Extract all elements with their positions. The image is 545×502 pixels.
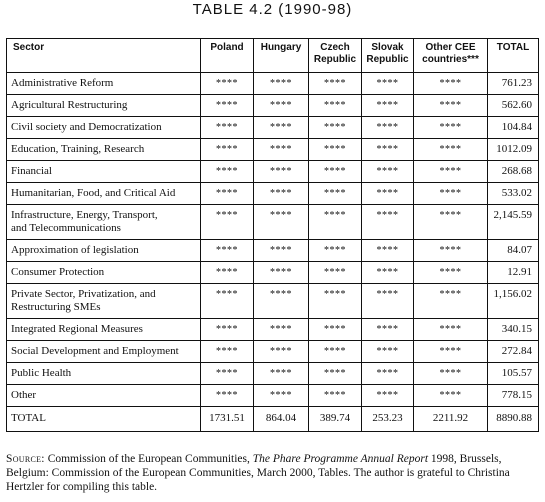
slovak-cell: **** (362, 73, 414, 95)
hungary-total: 864.04 (254, 407, 309, 432)
total-label: TOTAL (7, 407, 201, 432)
other-cee-cell: **** (414, 205, 488, 240)
poland-cell: **** (201, 117, 254, 139)
table-row (7, 95, 539, 117)
header-poland: Poland (201, 39, 254, 73)
other-cee-cell: **** (414, 95, 488, 117)
hungary-cell: **** (254, 262, 309, 284)
czech-cell: **** (309, 240, 362, 262)
grand-total: 8890.88 (488, 407, 539, 432)
sector-cell: Other (7, 385, 201, 407)
sector-cell (7, 205, 201, 240)
slovak-cell: **** (362, 363, 414, 385)
sector-line1: Private Sector, Privatization, and (11, 288, 156, 300)
total-cell: 268.68 (488, 161, 539, 183)
slovak-cell: **** (362, 139, 414, 161)
header-other-line2: countries*** (422, 54, 479, 65)
slovak-cell: **** (362, 341, 414, 363)
header-total: TOTAL (488, 39, 539, 73)
header-slovak-line1: Slovak (371, 42, 404, 53)
total-cell: 12.91 (488, 262, 539, 284)
poland-cell: **** (201, 240, 254, 262)
table-row (7, 205, 539, 240)
poland-cell: **** (201, 341, 254, 363)
slovak-cell: **** (362, 385, 414, 407)
header-czech (309, 39, 362, 73)
slovak-cell: **** (362, 284, 414, 319)
sector-cell: Financial (7, 161, 201, 183)
other-cee-cell: **** (414, 319, 488, 341)
czech-cell: **** (309, 363, 362, 385)
sector-cell: Approximation of legislation (7, 240, 201, 262)
poland-cell: **** (201, 319, 254, 341)
table-row (7, 183, 539, 205)
total-cell: 778.15 (488, 385, 539, 407)
slovak-cell: **** (362, 319, 414, 341)
other-cee-cell: **** (414, 117, 488, 139)
poland-cell: **** (201, 205, 254, 240)
total-cell: 1,156.02 (488, 284, 539, 319)
hungary-cell: **** (254, 363, 309, 385)
header-hungary: Hungary (254, 39, 309, 73)
other-cee-cell: **** (414, 363, 488, 385)
sector-cell: Agricultural Restructuring (7, 95, 201, 117)
total-row (7, 407, 539, 432)
header-czech-line1: Czech (320, 42, 350, 53)
hungary-cell: **** (254, 341, 309, 363)
hungary-cell: **** (254, 139, 309, 161)
sector-cell: Consumer Protection (7, 262, 201, 284)
table-row (7, 73, 539, 95)
poland-cell: **** (201, 385, 254, 407)
sector-cell: Integrated Regional Measures (7, 319, 201, 341)
table-row (7, 319, 539, 341)
total-cell: 562.60 (488, 95, 539, 117)
hungary-cell: **** (254, 73, 309, 95)
poland-total: 1731.51 (201, 407, 254, 432)
czech-cell: **** (309, 95, 362, 117)
other-cee-cell: **** (414, 240, 488, 262)
czech-cell: **** (309, 262, 362, 284)
hungary-cell: **** (254, 161, 309, 183)
hungary-cell: **** (254, 205, 309, 240)
czech-cell: **** (309, 341, 362, 363)
header-other-line1: Other CEE (425, 42, 476, 53)
table-row (7, 117, 539, 139)
poland-cell: **** (201, 73, 254, 95)
hungary-cell: **** (254, 183, 309, 205)
total-cell: 533.02 (488, 183, 539, 205)
sector-line1: Infrastructure, Energy, Transport, (11, 209, 158, 221)
total-cell: 84.07 (488, 240, 539, 262)
slovak-cell: **** (362, 161, 414, 183)
other-cee-cell: **** (414, 385, 488, 407)
total-cell: 104.84 (488, 117, 539, 139)
slovak-cell: **** (362, 183, 414, 205)
czech-cell: **** (309, 319, 362, 341)
sector-cell: Civil society and Democratization (7, 117, 201, 139)
other-cee-cell: **** (414, 183, 488, 205)
header-slovak (362, 39, 414, 73)
total-cell: 340.15 (488, 319, 539, 341)
table-row (7, 240, 539, 262)
other-cee-cell: **** (414, 262, 488, 284)
sector-line2: and Telecommunications (11, 222, 121, 234)
czech-cell: **** (309, 73, 362, 95)
total-cell: 272.84 (488, 341, 539, 363)
source-publication: The Phare Programme Annual Report (252, 453, 429, 465)
table-row (7, 139, 539, 161)
data-table (6, 38, 539, 432)
total-cell: 761.23 (488, 73, 539, 95)
czech-cell: **** (309, 161, 362, 183)
table-row (7, 341, 539, 363)
poland-cell: **** (201, 95, 254, 117)
czech-cell: **** (309, 385, 362, 407)
poland-cell: **** (201, 363, 254, 385)
slovak-cell: **** (362, 95, 414, 117)
sector-cell: Administrative Reform (7, 73, 201, 95)
sector-cell: Education, Training, Research (7, 139, 201, 161)
total-cell: 105.57 (488, 363, 539, 385)
hungary-cell: **** (254, 385, 309, 407)
table-row (7, 363, 539, 385)
sector-cell: Social Development and Employment (7, 341, 201, 363)
table-row (7, 161, 539, 183)
header-slovak-line2: Republic (366, 54, 409, 65)
table-row (7, 385, 539, 407)
slovak-cell: **** (362, 240, 414, 262)
source-text-after: 1998, Brussels, Belgium: Commission of the European Communities, March 2000, Tables. The author is grateful to Christina Hertzler for compiling this table. (6, 453, 510, 493)
poland-cell: **** (201, 262, 254, 284)
other-cee-total: 2211.92 (414, 407, 488, 432)
sector-cell (7, 284, 201, 319)
header-other-cee (414, 39, 488, 73)
slovak-cell: **** (362, 117, 414, 139)
czech-total: 389.74 (309, 407, 362, 432)
czech-cell: **** (309, 205, 362, 240)
source-note (6, 452, 542, 494)
czech-cell: **** (309, 139, 362, 161)
header-row (7, 39, 539, 73)
table-row (7, 284, 539, 319)
hungary-cell: **** (254, 95, 309, 117)
header-sector: Sector (7, 39, 201, 73)
poland-cell: **** (201, 284, 254, 319)
other-cee-cell: **** (414, 139, 488, 161)
hungary-cell: **** (254, 319, 309, 341)
poland-cell: **** (201, 139, 254, 161)
czech-cell: **** (309, 284, 362, 319)
sector-cell: Public Health (7, 363, 201, 385)
table-title: TABLE 4.2 (1990-98) (192, 1, 353, 18)
header-czech-line2: Republic (313, 54, 357, 65)
sector-line2: Restructuring SMEs (11, 301, 101, 313)
table-row (7, 262, 539, 284)
slovak-cell: **** (362, 262, 414, 284)
czech-cell: **** (309, 183, 362, 205)
hungary-cell: **** (254, 240, 309, 262)
poland-cell: **** (201, 161, 254, 183)
hungary-cell: **** (254, 284, 309, 319)
hungary-cell: **** (254, 117, 309, 139)
other-cee-cell: **** (414, 161, 488, 183)
total-cell: 1012.09 (488, 139, 539, 161)
slovak-total: 253.23 (362, 407, 414, 432)
other-cee-cell: **** (414, 73, 488, 95)
source-label: Source: (6, 453, 45, 465)
czech-cell: **** (309, 117, 362, 139)
source-text-before: Commission of the European Communities, (44, 453, 253, 465)
other-cee-cell: **** (414, 341, 488, 363)
poland-cell: **** (201, 183, 254, 205)
total-cell: 2,145.59 (488, 205, 539, 240)
other-cee-cell: **** (414, 284, 488, 319)
slovak-cell: **** (362, 205, 414, 240)
sector-cell: Humanitarian, Food, and Critical Aid (7, 183, 201, 205)
